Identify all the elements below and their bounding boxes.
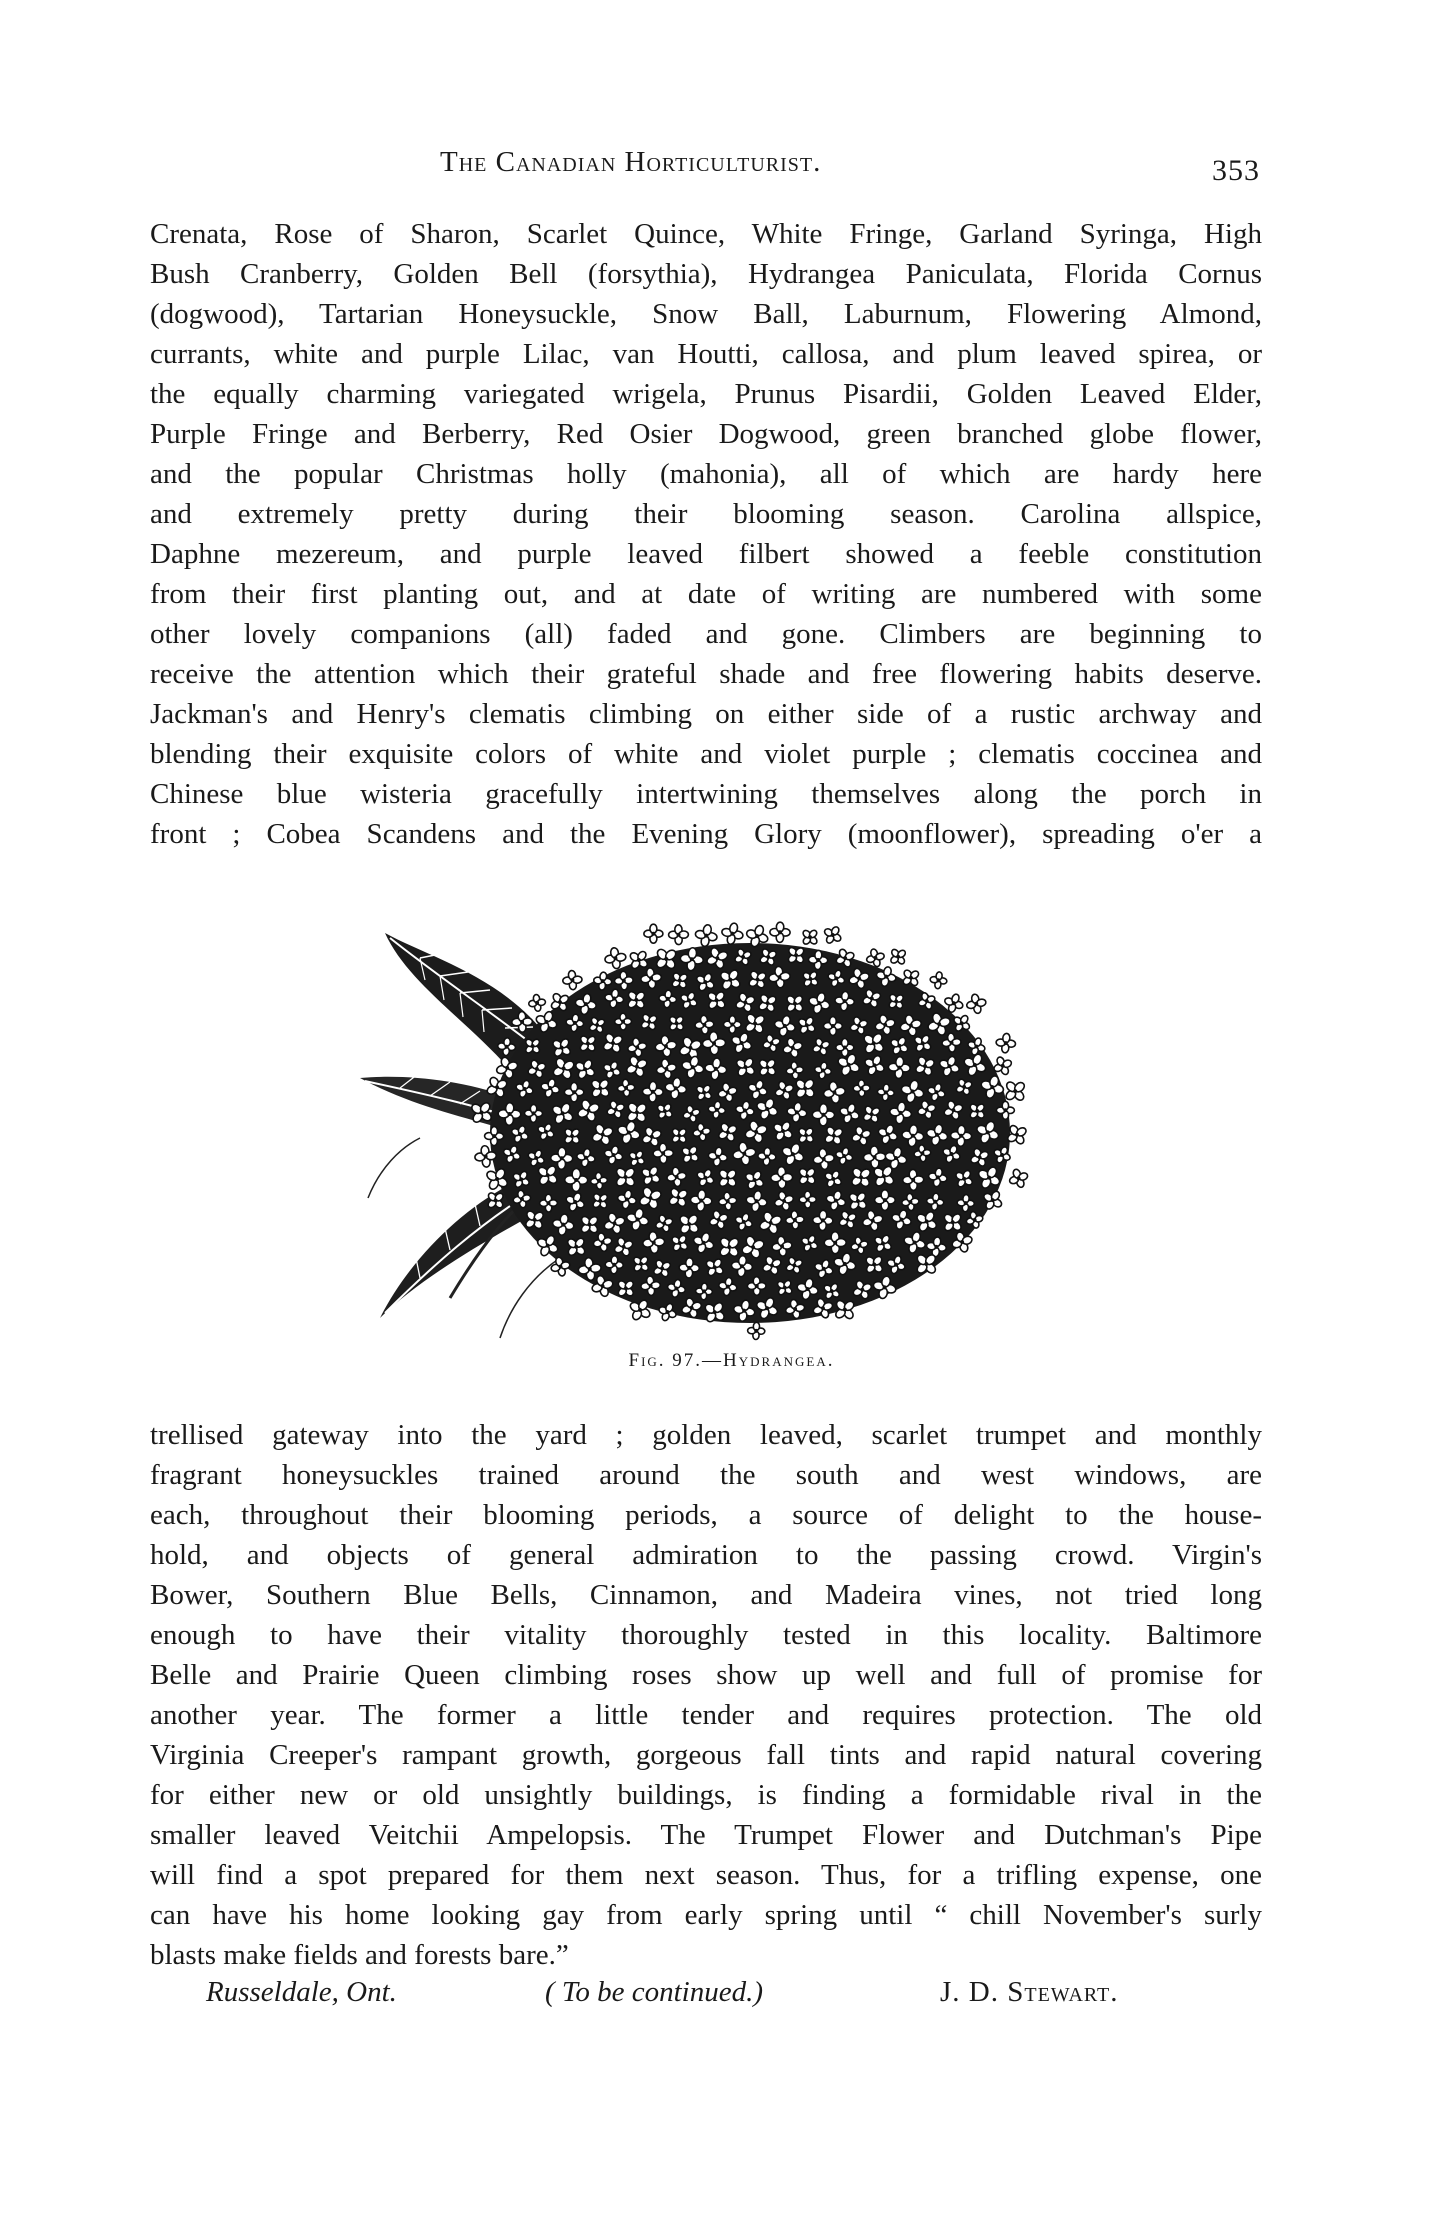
journal-title: The Canadian Horticulturist. [440, 146, 822, 178]
text-line: other lovely companions (all) faded and gone. Climbers are beginning to [150, 618, 1262, 650]
hydrangea-engraving [360, 878, 1060, 1348]
text-line: enough to have their vitality thoroughly tested in this locality. Baltimore [150, 1619, 1262, 1651]
text-line: and extremely pretty during their blooming season. Carolina allspice, [150, 498, 1262, 530]
hydrangea-illustration [360, 878, 1060, 1348]
text-line: hold, and objects of general admiration to the passing crowd. Virgin's [150, 1539, 1262, 1571]
text-line: Bush Cranberry, Golden Bell (forsythia), Hydrangea Paniculata, Florida Cornus [150, 258, 1262, 290]
signature-place: Russeldale, Ont. [206, 1976, 397, 2008]
text-line: Crenata, Rose of Sharon, Scarlet Quince, White Fringe, Garland Syringa, High [150, 218, 1262, 250]
text-line: for either new or old unsightly buildings, is finding a formidable rival in the [150, 1779, 1262, 1811]
body-paragraph-bottom [150, 1415, 1262, 1969]
text-line: Jackman's and Henry's clematis climbing on either side of a rustic archway and [150, 698, 1262, 730]
text-line: Purple Fringe and Berberry, Red Osier Dogwood, green branched globe flower, [150, 418, 1262, 450]
text-line: currants, white and purple Lilac, van Houtti, callosa, and plum leaved spirea, or [150, 338, 1262, 370]
flower-head [465, 921, 1030, 1340]
text-line: front ; Cobea Scandens and the Evening Glory (moonflower), spreading o'er a [150, 818, 1262, 850]
text-line: smaller leaved Veitchii Ampelopsis. The Trumpet Flower and Dutchman's Pipe [150, 1819, 1262, 1851]
author-name: J. D. Stewart. [940, 1976, 1119, 2008]
text-line: will find a spot prepared for them next season. Thus, for a trifling expense, one [150, 1859, 1262, 1891]
continuation-note: ( To be continued.) [545, 1976, 764, 2008]
running-head [150, 146, 1260, 190]
text-line: Bower, Southern Blue Bells, Cinnamon, and Madeira vines, not tried long [150, 1579, 1262, 1611]
text-line: and the popular Christmas holly (mahonia), all of which are hardy here [150, 458, 1262, 490]
text-line: can have his home looking gay from early spring until “ chill November's surly [150, 1899, 1262, 1931]
text-line: the equally charming variegated wrigela, Prunus Pisardii, Golden Leaved Elder, [150, 378, 1262, 410]
text-line: blending their exquisite colors of white and violet purple ; clematis coccinea and [150, 738, 1262, 770]
text-line: from their first planting out, and at date of writing are numbered with some [150, 578, 1262, 610]
body-paragraph-top [150, 214, 1262, 882]
figure-caption: Fig. 97.—Hydrangea. [628, 1350, 835, 1371]
text-line: Chinese blue wisteria gracefully intertwining themselves along the porch in [150, 778, 1262, 810]
page-number: 353 [1212, 154, 1260, 187]
text-line: blasts make fields and forests bare.” [150, 1939, 569, 1969]
text-line: another year. The former a little tender and requires protection. The old [150, 1699, 1262, 1731]
text-line: Virginia Creeper's rampant growth, gorgeous fall tints and rapid natural covering [150, 1739, 1262, 1771]
text-line: (dogwood), Tartarian Honeysuckle, Snow Ball, Laburnum, Flowering Almond, [150, 298, 1262, 330]
text-line: Belle and Prairie Queen climbing roses show up well and full of promise for [150, 1659, 1262, 1691]
text-line: receive the attention which their grateful shade and free flowering habits deserve. [150, 658, 1262, 690]
text-line: trellised gateway into the yard ; golden leaved, scarlet trumpet and monthly [150, 1419, 1262, 1451]
text-line: each, throughout their blooming periods, a source of delight to the house- [150, 1499, 1262, 1531]
signature-line [150, 1976, 1260, 2020]
text-line: fragrant honeysuckles trained around the south and west windows, are [150, 1459, 1262, 1491]
text-line: Daphne mezereum, and purple leaved filbert showed a feeble constitution [150, 538, 1262, 570]
